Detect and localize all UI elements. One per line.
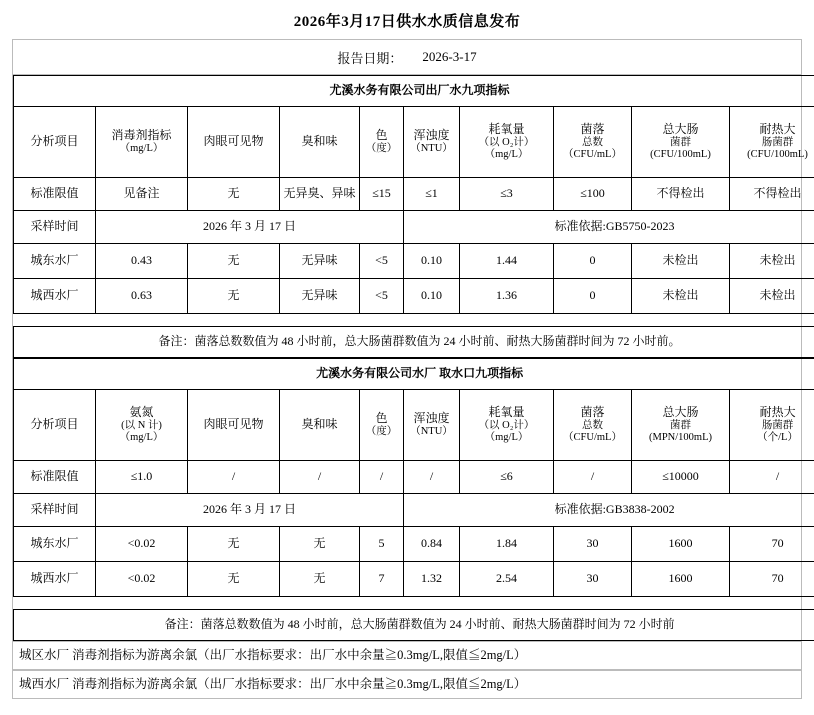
table1-limit-cell: 见备注 (96, 178, 188, 211)
table1-cell: 未检出 (730, 279, 814, 314)
table1-col-visible-matter: 肉眼可见物 (188, 107, 280, 178)
table-row (14, 527, 814, 562)
table1-note-row (14, 327, 814, 358)
report-date-value: 2026-3-17 (422, 49, 477, 64)
table2-row-label: 城东水厂 (14, 527, 96, 562)
table2-note: 备注：菌落总数数值为 48 小时前，总大肠菌群数值为 24 小时前、耐热大肠菌群时间为 72 小时前 (14, 610, 814, 641)
table2-sample-label: 采样时间 (14, 494, 96, 527)
table2-col-thermotolerant-coliform: 耐热大 肠菌群 （个/L） (730, 390, 814, 461)
table1-limit-cell: ≤1 (404, 178, 460, 211)
table-row (14, 279, 814, 314)
table2-col-odor-taste: 臭和味 (280, 390, 360, 461)
table1-limit-cell: 无 (188, 178, 280, 211)
table2-limit-label: 标准限值 (14, 461, 96, 494)
table1-cell: 0.63 (96, 279, 188, 314)
table1-cell: <5 (360, 244, 404, 279)
table1-sample-date: 2026 年 3 月 17 日 (96, 211, 404, 244)
table2-col-ammonia-nitrogen: 氨氮 (以 N 计) （mg/L） (96, 390, 188, 461)
table1-row-label: 城西水厂 (14, 279, 96, 314)
spacer (14, 314, 814, 327)
table2-limit-cell: / (280, 461, 360, 494)
table2-cell: <0.02 (96, 527, 188, 562)
table1-cell: 0 (554, 279, 632, 314)
table-row (14, 562, 814, 597)
table-row (14, 244, 814, 279)
table2-section-title-row (14, 359, 814, 390)
table1-cell: 0.10 (404, 279, 460, 314)
table2-note-row (14, 610, 814, 641)
table2-col-color: 色 （度） (360, 390, 404, 461)
table2-cell: 无 (188, 562, 280, 597)
table2-cell: 无 (280, 527, 360, 562)
table2-cell: 30 (554, 527, 632, 562)
table1-cell: 未检出 (730, 244, 814, 279)
table1-row-label: 城东水厂 (14, 244, 96, 279)
table1-cell: 无异味 (280, 279, 360, 314)
table1-limit-cell: ≤3 (460, 178, 554, 211)
table2-limit-cell: / (730, 461, 814, 494)
table2-col-analysis-item: 分析项目 (14, 390, 96, 461)
table2-row-label: 城西水厂 (14, 562, 96, 597)
table1-col-total-coliform: 总大肠 菌群 (CFU/100mL) (632, 107, 730, 178)
table1-cell: 无异味 (280, 244, 360, 279)
page-title: 2026年3月17日供水水质信息发布 (293, 14, 521, 30)
table1-col-thermotolerant-coliform: 耐热大 肠菌群 (CFU/100mL) (730, 107, 814, 178)
table2-col-visible-matter: 肉眼可见物 (188, 390, 280, 461)
table1-cell: 未检出 (632, 279, 730, 314)
report-date-label: 报告日期： (337, 50, 403, 66)
outlet-water-table (13, 75, 814, 358)
table2-cell: 5 (360, 527, 404, 562)
table1-cell: <5 (360, 279, 404, 314)
table2-cell: 2.54 (460, 562, 554, 597)
table2-limit-cell: / (360, 461, 404, 494)
table1-cell: 0.43 (96, 244, 188, 279)
table1-sample-label: 采样时间 (14, 211, 96, 244)
table1-col-odor-taste: 臭和味 (280, 107, 360, 178)
footnote-1: 城区水厂 消毒剂指标为游离余氯（出厂水指标要求：出厂水中余量≧0.3mg/L,限值≦2mg/L） (13, 641, 801, 670)
table1-section-title-row (14, 76, 814, 107)
table1-limit-cell: 不得检出 (632, 178, 730, 211)
table1-limit-cell: ≤100 (554, 178, 632, 211)
report-date-row (13, 40, 801, 75)
table1-cell: 1.36 (460, 279, 554, 314)
table2-cell: 1.84 (460, 527, 554, 562)
table1-limit-row (14, 178, 814, 211)
table1-cell: 0 (554, 244, 632, 279)
table1-col-color: 色 （度） (360, 107, 404, 178)
table2-col-colony-count: 菌落 总数 （CFU/mL） (554, 390, 632, 461)
table2-header-row (14, 390, 814, 461)
table1-col-colony-count: 菌落 总数 （CFU/mL） (554, 107, 632, 178)
table1-cell: 0.10 (404, 244, 460, 279)
table1-note: 备注：菌落总数数值为 48 小时前，总大肠菌群数值为 24 小时前、耐热大肠菌群时间为 72 小时前。 (14, 327, 814, 358)
intake-water-table (13, 358, 814, 641)
table2-limit-cell: ≤1.0 (96, 461, 188, 494)
table2-cell: 1600 (632, 527, 730, 562)
table2-cell: 0.84 (404, 527, 460, 562)
table2-col-total-coliform: 总大肠 菌群 (MPN/100mL) (632, 390, 730, 461)
table1-col-oxygen-consumption: 耗氧量 （以 O₂计） （mg/L） (460, 107, 554, 178)
table2-col-turbidity: 浑浊度 （NTU） (404, 390, 460, 461)
table2-limit-cell: ≤10000 (632, 461, 730, 494)
table2-limit-cell: / (554, 461, 632, 494)
table1-col-analysis-item: 分析项目 (14, 107, 96, 178)
table2-limit-cell: ≤6 (460, 461, 554, 494)
table2-cell: 无 (280, 562, 360, 597)
spacer (14, 597, 814, 610)
table2-cell: <0.02 (96, 562, 188, 597)
table1-col-turbidity: 浑浊度 （NTU） (404, 107, 460, 178)
table1-cell: 无 (188, 244, 280, 279)
table1-col-disinfectant: 消毒剂指标 （mg/L） (96, 107, 188, 178)
table2-cell: 70 (730, 527, 814, 562)
footnote-2: 城西水厂 消毒剂指标为游离余氯（出厂水指标要求：出厂水中余量≧0.3mg/L,限值≦2mg/L） (13, 670, 801, 698)
table2-cell: 70 (730, 562, 814, 597)
table1-limit-cell: ≤15 (360, 178, 404, 211)
table2-col-oxygen-consumption: 耗氧量 （以 O₂计） （mg/L） (460, 390, 554, 461)
table2-sample-row (14, 494, 814, 527)
table1-section-title: 尤溪水务有限公司出厂水九项指标 (14, 76, 814, 107)
table2-cell: 1600 (632, 562, 730, 597)
table1-cell: 未检出 (632, 244, 730, 279)
table2-cell: 7 (360, 562, 404, 597)
table2-limit-row (14, 461, 814, 494)
table1-header-row (14, 107, 814, 178)
table2-sample-date: 2026 年 3 月 17 日 (96, 494, 404, 527)
table2-limit-cell: / (404, 461, 460, 494)
table1-spacer-row (14, 314, 814, 327)
document-body (12, 39, 808, 699)
table2-limit-cell: / (188, 461, 280, 494)
table2-cell: 1.32 (404, 562, 460, 597)
table1-limit-label: 标准限值 (14, 178, 96, 211)
table2-cell: 无 (188, 527, 280, 562)
table1-limit-cell: 无异臭、异味 (280, 178, 360, 211)
table2-cell: 30 (554, 562, 632, 597)
table2-section-title: 尤溪水务有限公司水厂 取水口九项指标 (14, 359, 814, 390)
table2-spacer-row (14, 597, 814, 610)
table1-standard-basis: 标准依据:GB5750-2023 (404, 211, 814, 244)
table1-cell: 1.44 (460, 244, 554, 279)
table1-limit-cell: 不得检出 (730, 178, 814, 211)
table1-cell: 无 (188, 279, 280, 314)
table1-sample-row (14, 211, 814, 244)
table2-standard-basis: 标准依据:GB3838-2002 (404, 494, 814, 527)
